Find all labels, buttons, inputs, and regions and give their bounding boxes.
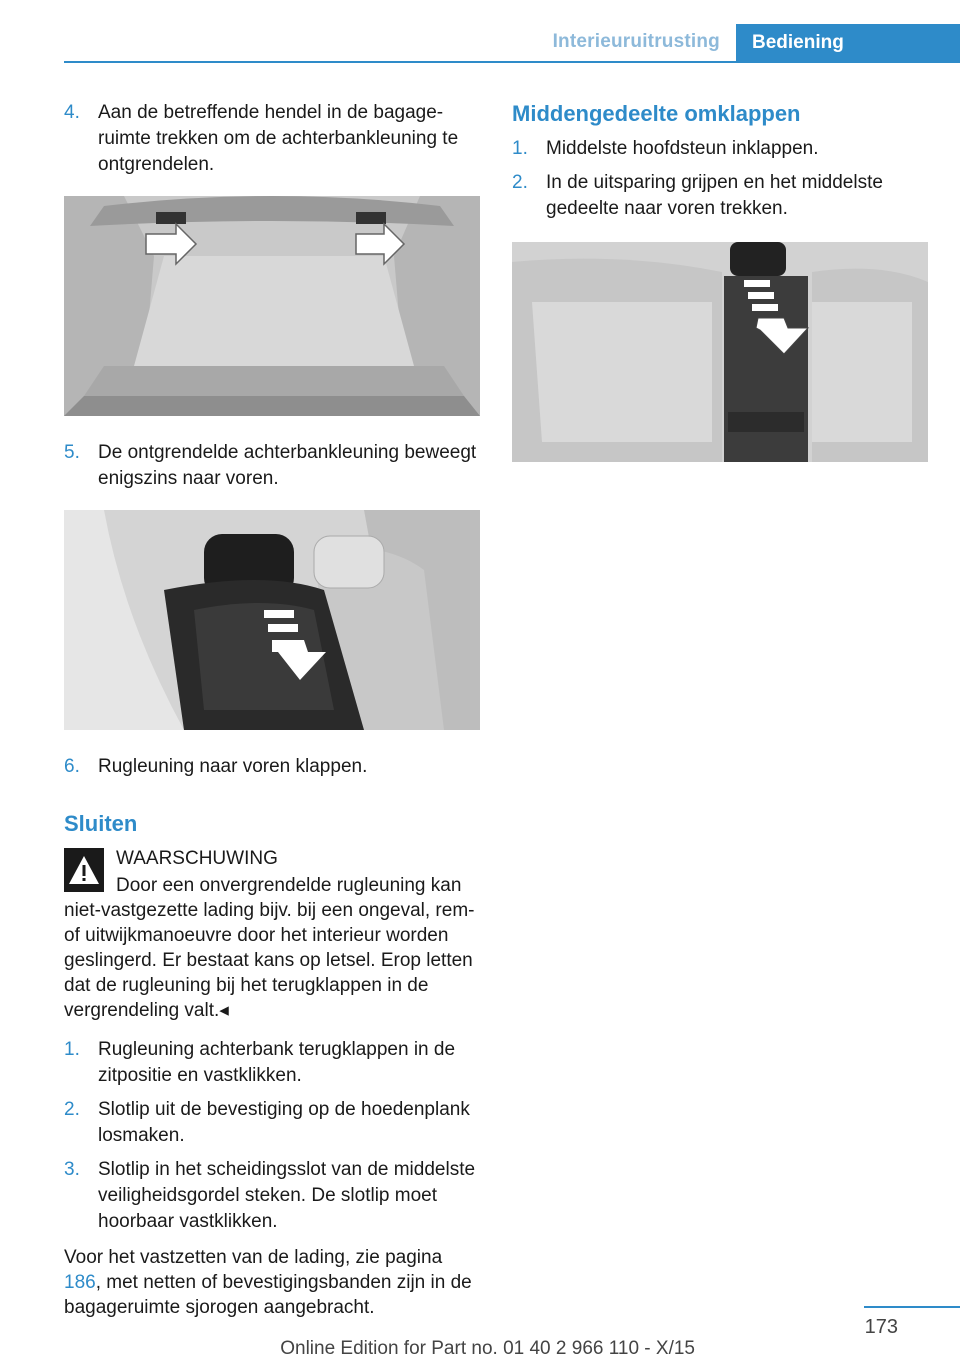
- step-number: 2.: [512, 172, 528, 193]
- step-5: [64, 440, 480, 492]
- right-step-1: [512, 136, 928, 162]
- header-section-tab[interactable]: Interieuruitrusting: [552, 31, 720, 52]
- step-number: 2.: [64, 1099, 80, 1120]
- warning-block: [64, 846, 480, 1023]
- close-step-3: [64, 1157, 480, 1235]
- center-section-illustration: [512, 242, 928, 462]
- step-number: 1.: [512, 138, 528, 159]
- right-step-2: [512, 170, 928, 222]
- step-number: 6.: [64, 756, 80, 777]
- right-column: [512, 100, 928, 486]
- close-step-2: [64, 1097, 480, 1149]
- step-text: Slotlip in het scheidingsslot van de middelste veiligheidsgordel steken. De slotlip moet hoorbaar vastklikken.: [98, 1159, 476, 1232]
- step-number: 3.: [64, 1159, 80, 1180]
- close-step-1: [64, 1037, 480, 1089]
- warning-title: WAARSCHUWING: [116, 848, 278, 869]
- step-text: Middelste hoofdsteun inklappen.: [546, 138, 819, 159]
- step-number: 4.: [64, 102, 80, 123]
- backrest-illustration: [64, 510, 480, 730]
- section-heading-sluiten: Sluiten: [64, 811, 138, 836]
- warning-icon: [64, 848, 104, 892]
- page-number: 173: [864, 1316, 898, 1338]
- left-column: [64, 100, 480, 1320]
- step-number: 1.: [64, 1039, 80, 1060]
- paragraph-text: , met netten of bevestigingsbanden zijn in de bagageruimte sjorogen aangebracht.: [64, 1272, 472, 1318]
- step-text: Aan de betreffende hendel in de bagageruimte trekken om de achterbankleuning te ontgrendelen.: [98, 102, 459, 175]
- step-number: 5.: [64, 442, 80, 463]
- section-heading-middengedeelte: Middengedeelte omklappen: [512, 101, 801, 126]
- page-link[interactable]: 186: [64, 1272, 96, 1293]
- step-6: [64, 754, 480, 780]
- edition-note: Online Edition for Part no. 01 40 2 966 110 - X/15: [280, 1338, 695, 1359]
- step-text: In de uitsparing grijpen en het middelste gedeelte naar voren trekken.: [546, 172, 883, 219]
- step-text: De ontgrendelde achterbankleuning beweegt enigszins naar voren.: [98, 442, 477, 489]
- step-4: [64, 100, 480, 178]
- warning-text: Door een onvergrendelde rugleuning kan niet-vastgezette lading bijv. bij een ongeval, rem- of uitwijkmanoeuvre door het interieur worden geslingerd. Er bestaat kans op letsel. Erop letten dat de rugleuning bij het terugklappen in de vergrendeling valt.◂: [64, 875, 475, 1021]
- cargo-paragraph: [64, 1245, 480, 1320]
- footer-rule: [864, 1306, 960, 1308]
- header-chapter-tab[interactable]: Bediening: [736, 24, 960, 62]
- trunk-illustration: [64, 196, 480, 416]
- paragraph-text: Voor het vastzetten van de lading, zie pagina: [64, 1247, 443, 1268]
- step-text: Rugleuning achterbank terugklappen in de zitpositie en vastklikken.: [98, 1039, 456, 1086]
- step-text: Rugleuning naar voren klappen.: [98, 756, 368, 777]
- step-text: Slotlip uit de bevestiging op de hoedenplank losmaken.: [98, 1099, 470, 1146]
